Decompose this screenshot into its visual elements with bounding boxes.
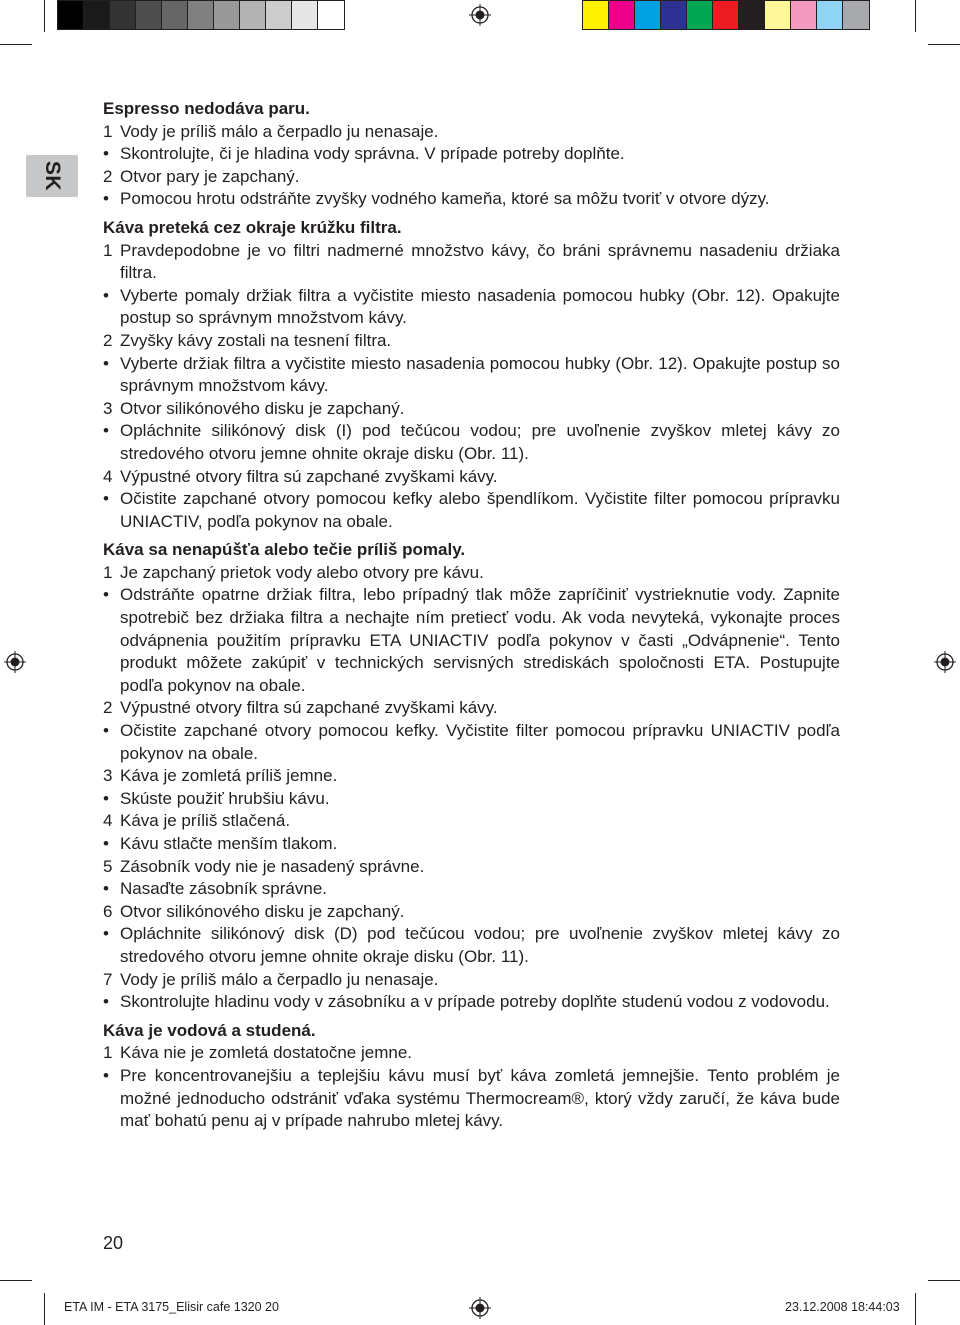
color-swatch	[843, 1, 869, 29]
bullet-item	[103, 833, 840, 856]
troubleshooting-text	[103, 98, 840, 1133]
color-swatch	[292, 1, 318, 29]
item-text: Skontrolujte, či je hladina vody správna. V prípade potreby doplňte.	[120, 144, 625, 164]
crop-mark	[928, 1280, 960, 1281]
color-swatch	[791, 1, 817, 29]
numbered-item	[103, 969, 840, 992]
numbered-item	[103, 697, 840, 720]
crop-mark	[44, 1293, 45, 1325]
item-text: Opláchnite silikónový disk (I) pod tečúcou vodou; pre uvoľnenie zvyškov mletej kávy zo stredového otvoru jemne ohnite okraje disku (Obr. 11).	[120, 421, 840, 463]
bullet-item	[103, 488, 840, 533]
section-heading: Káva je vodová a studená.	[103, 1020, 316, 1040]
item-text: Káva nie je zomletá dostatočne jemne.	[120, 1043, 413, 1063]
item-marker: •	[103, 585, 109, 605]
item-text: Očistite zapchané otvory pomocou kefky. Vyčistite filter pomocou prípravku UNIACTIV podľa pokynov na obale.	[120, 721, 840, 763]
color-swatch	[136, 1, 162, 29]
item-marker: 4	[103, 466, 113, 486]
numbered-item	[103, 398, 840, 421]
color-swatch	[240, 1, 266, 29]
color-swatch	[635, 1, 661, 29]
bullet-item	[103, 720, 840, 765]
item-marker: 2	[103, 166, 113, 186]
item-text: Odstráňte opatrne držiak filtra, lebo prípadný tlak môže zapríčiniť vystrieknutie vody. Zapnite spotrebič bez držiaka filtra a nechajte ním pretiecť vodu. Ak voda nevyteká, vykonajte proces odvápnenia použitím prípravku ETA UNIACTIV podľa pokynov v časti „Odvápnenie“. Tento produkt môžete zakúpiť v technických servisných strediskách spoločnosti ETA. Postupujte podľa pokynov na obale.	[120, 585, 840, 695]
color-swatch	[266, 1, 292, 29]
bullet-item	[103, 878, 840, 901]
item-marker: 4	[103, 811, 113, 831]
numbered-item	[103, 466, 840, 489]
item-marker: •	[103, 144, 109, 164]
crop-mark	[44, 0, 45, 32]
crop-mark	[928, 44, 960, 45]
item-text: Skontrolujte hladinu vody v zásobníku a v prípade potreby doplňte studenú vodou z vodovodu.	[120, 992, 830, 1012]
item-text: Otvor silikónového disku je zapchaný.	[120, 901, 405, 921]
color-swatch	[687, 1, 713, 29]
color-swatch	[58, 1, 84, 29]
item-marker: 1	[103, 1043, 113, 1063]
item-marker: •	[103, 189, 109, 209]
crop-mark	[915, 1293, 916, 1325]
crop-mark	[915, 0, 916, 32]
item-marker: •	[103, 285, 109, 305]
color-swatch	[84, 1, 110, 29]
bullet-item	[103, 143, 840, 166]
item-marker: 2	[103, 330, 113, 350]
bullet-item	[103, 353, 840, 398]
numbered-item	[103, 330, 840, 353]
item-text: Vyberte pomaly držiak filtra a vyčistite miesto nasadenia pomocou hubky (Obr. 12). Opakujte postup so správnym množstvom kávy.	[120, 285, 840, 328]
item-text: Zásobník vody nie je nasadený správne.	[120, 856, 425, 876]
item-marker: •	[103, 353, 109, 373]
color-swatch	[609, 1, 635, 29]
item-marker: •	[103, 788, 109, 808]
item-text: Kávu stlačte menším tlakom.	[120, 834, 338, 853]
crop-mark	[0, 44, 32, 45]
crop-mark	[0, 1280, 32, 1281]
color-swatch	[583, 1, 609, 29]
item-text: Očistite zapchané otvory pomocou kefky alebo špendlíkom. Vyčistite filter pomocou prípravku UNIACTIV, podľa pokynov na obale.	[120, 489, 840, 531]
item-marker: •	[103, 721, 109, 741]
bullet-item	[103, 584, 840, 697]
color-swatch	[188, 1, 214, 29]
color-swatch-bar	[582, 0, 870, 30]
registration-mark-icon	[469, 4, 491, 26]
item-text: Skúste použiť hrubšiu kávu.	[120, 788, 330, 808]
item-marker: 3	[103, 766, 113, 786]
numbered-item	[103, 121, 840, 144]
bullet-item	[103, 991, 840, 1014]
color-swatch	[318, 1, 344, 29]
registration-mark-icon	[469, 1297, 491, 1319]
color-swatch	[110, 1, 136, 29]
bullet-item	[103, 420, 840, 465]
item-text: Výpustné otvory filtra sú zapchané zvyškami kávy.	[120, 698, 498, 718]
item-text: Otvor silikónového disku je zapchaný.	[120, 398, 405, 418]
numbered-item	[103, 856, 840, 879]
numbered-item	[103, 765, 840, 788]
bullet-item	[103, 285, 840, 330]
footer-timestamp: 23.12.2008 18:44:03	[785, 1300, 900, 1314]
color-swatch	[713, 1, 739, 29]
item-text: Otvor pary je zapchaný.	[120, 166, 300, 186]
language-tab-label: SK	[41, 160, 64, 192]
item-marker: 3	[103, 398, 113, 418]
item-text: Zvyšky kávy zostali na tesnení filtra.	[120, 330, 392, 350]
numbered-item	[103, 562, 840, 585]
color-swatch	[739, 1, 765, 29]
item-text: Pomocou hrotu odstráňte zvyšky vodného kameňa, ktoré sa môžu tvoriť v otvore dýzy.	[120, 189, 770, 209]
numbered-item	[103, 166, 840, 189]
item-text: Je zapchaný prietok vody alebo otvory pre kávu.	[120, 562, 484, 582]
footer-file-info: ETA IM - ETA 3175_Elisir cafe 1320 20	[64, 1300, 279, 1314]
item-marker: •	[103, 992, 109, 1012]
registration-mark-icon	[934, 651, 956, 673]
item-text: Nasaďte zásobník správne.	[120, 879, 328, 899]
item-marker: •	[103, 834, 109, 853]
item-marker: 1	[103, 121, 113, 141]
bullet-item	[103, 1065, 840, 1133]
item-text: Vyberte držiak filtra a vyčistite miesto nasadenia pomocou hubky (Obr. 12). Opakujte postup so správnym množstvom kávy.	[120, 353, 840, 396]
item-marker: •	[103, 924, 109, 944]
numbered-item	[103, 240, 840, 285]
section-heading: Káva sa nenapúšťa alebo tečie príliš pomaly.	[103, 540, 466, 560]
registration-mark-icon	[4, 651, 26, 673]
item-text: Káva je zomletá príliš jemne.	[120, 766, 338, 786]
bullet-item	[103, 923, 840, 968]
item-marker: 1	[103, 562, 113, 582]
color-swatch	[214, 1, 240, 29]
item-marker: •	[103, 421, 109, 441]
section-heading: Espresso nedodáva paru.	[103, 99, 310, 118]
color-swatch	[817, 1, 843, 29]
item-text: Vody je príliš málo a čerpadlo ju nenasaje.	[120, 121, 439, 141]
item-marker: •	[103, 489, 109, 509]
item-text: Vody je príliš málo a čerpadlo ju nenasaje.	[120, 969, 439, 989]
grayscale-swatch-bar	[57, 0, 345, 30]
item-marker: 7	[103, 969, 113, 989]
item-marker: 6	[103, 901, 113, 921]
item-marker: •	[103, 1065, 109, 1085]
color-swatch	[162, 1, 188, 29]
bullet-item	[103, 788, 840, 811]
numbered-item	[103, 1042, 840, 1065]
color-swatch	[661, 1, 687, 29]
page-number: 20	[103, 1233, 124, 1253]
section-heading: Káva preteká cez okraje krúžku filtra.	[103, 217, 402, 237]
item-marker: 1	[103, 240, 113, 260]
color-swatch	[765, 1, 791, 29]
language-tab	[26, 155, 78, 197]
item-text: Pravdepodobne je vo filtri nadmerné množstvo kávy, čo bráni správnemu nasadeniu držiaka filtra.	[120, 240, 840, 283]
item-text: Výpustné otvory filtra sú zapchané zvyškami kávy.	[120, 466, 498, 486]
item-text: Pre koncentrovanejšiu a teplejšiu kávu musí byť káva zomletá jemnejšie. Tento problém je možné jednoducho odstrániť vďaka systému Thermocream®, ktorý vždy zaručí, že káva bude mať bohatú penu aj v prípade nahrubo mletej kávy.	[120, 1065, 840, 1131]
numbered-item	[103, 901, 840, 924]
numbered-item	[103, 810, 840, 833]
item-marker: 5	[103, 856, 113, 876]
item-marker: •	[103, 879, 109, 899]
bullet-item	[103, 188, 840, 211]
item-marker: 2	[103, 698, 113, 718]
item-text: Opláchnite silikónový disk (D) pod tečúcou vodou; pre uvoľnenie zvyškov mletej kávy zo stredového otvoru jemne ohnite okraje disku (Obr. 11).	[120, 924, 840, 966]
item-text: Káva je príliš stlačená.	[120, 811, 291, 831]
